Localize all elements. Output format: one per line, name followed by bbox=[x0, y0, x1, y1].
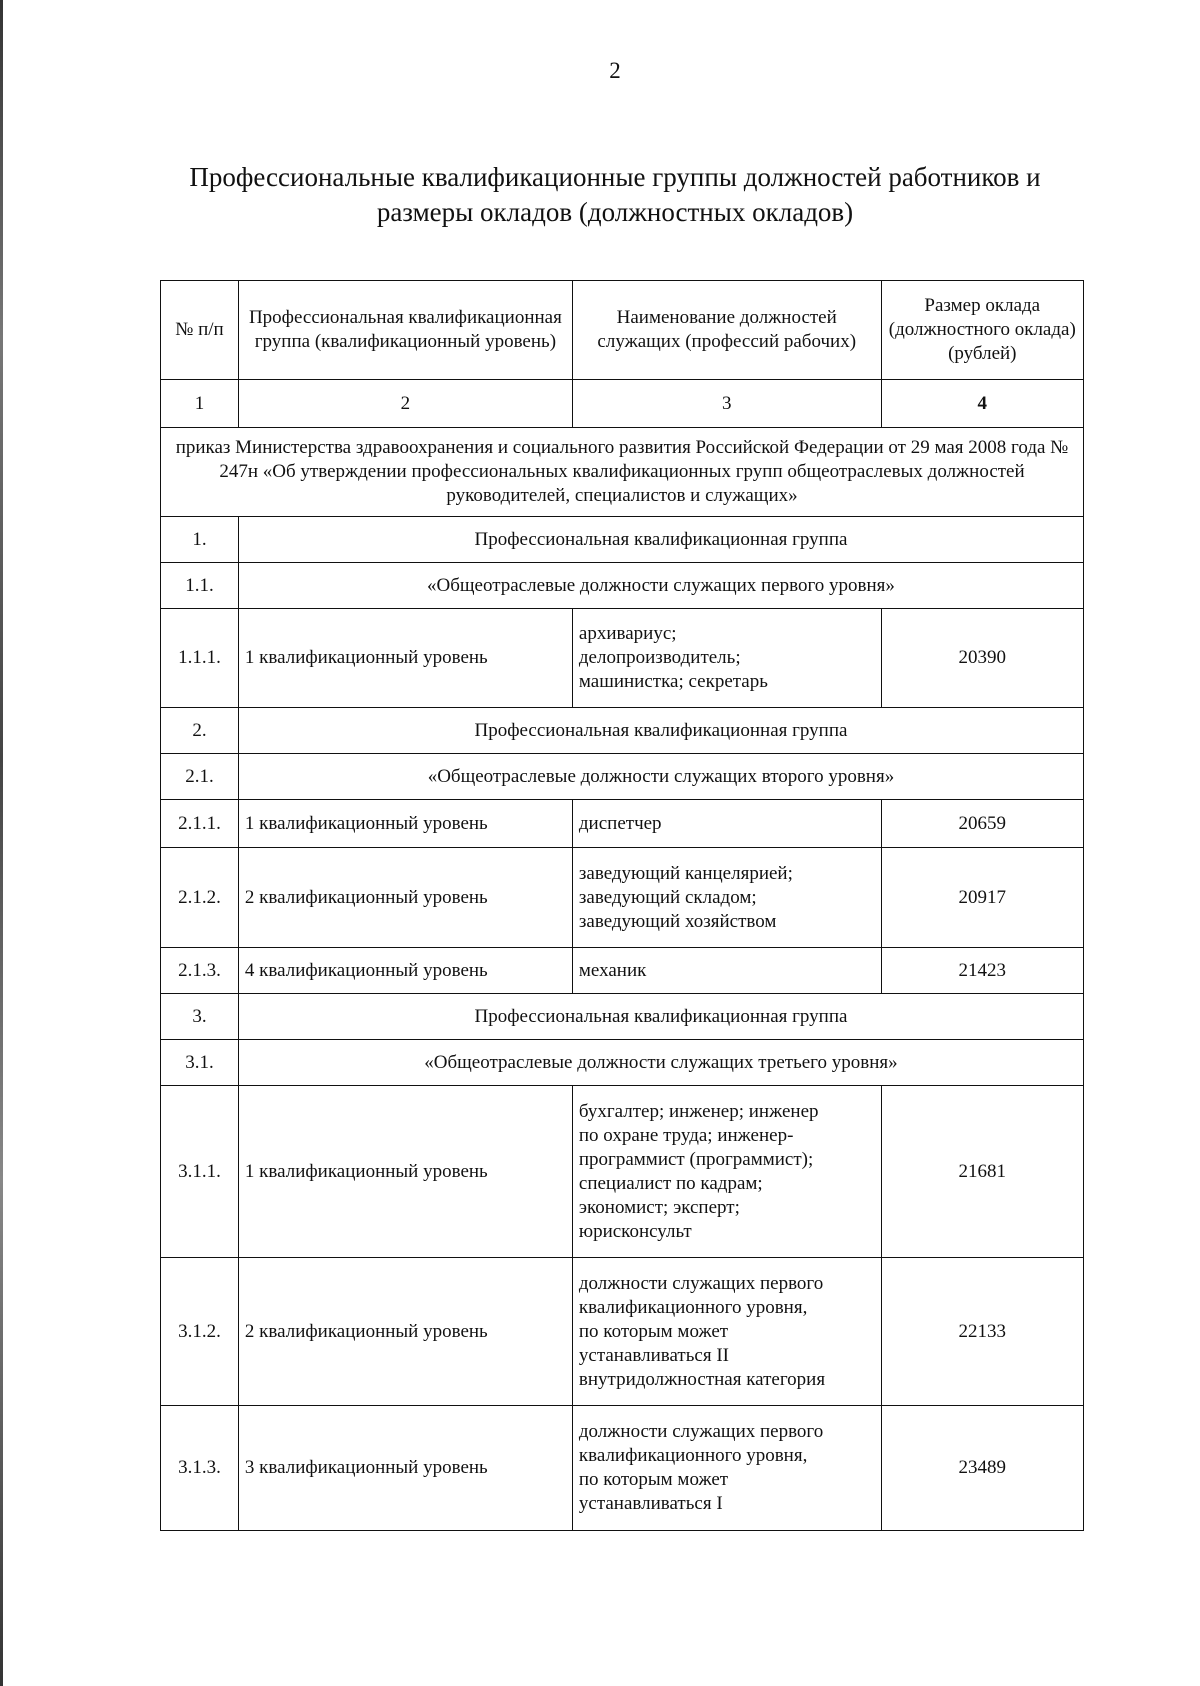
group-num: 2. bbox=[161, 708, 239, 754]
header-positions: Наименование должностей служащих (профессий рабочих) bbox=[572, 281, 881, 380]
subgroup-num: 1.1. bbox=[161, 563, 239, 609]
group-num: 3. bbox=[161, 994, 239, 1040]
row-salary: 23489 bbox=[881, 1406, 1083, 1531]
subgroup-title: «Общеотраслевые должности служащих первого уровня» bbox=[238, 563, 1083, 609]
row-positions: заведующий канцелярией; заведующий складом; заведующий хозяйством bbox=[578, 862, 793, 932]
column-number: 1 bbox=[161, 380, 239, 428]
row-positions: архивариус; делопроизводитель; машинистка; секретарь bbox=[578, 623, 768, 692]
row-positions: диспетчер bbox=[578, 812, 662, 834]
column-number: 2 bbox=[238, 380, 572, 428]
group-row bbox=[161, 708, 1084, 754]
subgroup-row bbox=[161, 563, 1084, 609]
row-level: 4 квалификационный уровень bbox=[238, 948, 572, 994]
order-text: приказ Министерства здравоохранения и социального развития Российской Федерации от 29 мая 2008 года № 247н «Об утверждении профессиональных квалификационных групп общеотраслевых должностей руководителей, специалистов и служащих» bbox=[161, 428, 1084, 517]
row-level: 3 квалификационный уровень bbox=[238, 1406, 572, 1531]
table-row bbox=[161, 1406, 1084, 1531]
group-row bbox=[161, 994, 1084, 1040]
row-positions: бухгалтер; инженер; инженер по охране труда; инженер- программист (программист); специалист по кадрам; экономист; эксперт; юрисконсульт bbox=[578, 1100, 819, 1242]
row-num: 3.1.1. bbox=[161, 1086, 239, 1258]
group-title: Профессиональная квалификационная группа bbox=[238, 994, 1083, 1040]
subgroup-title: «Общеотраслевые должности служащих второго уровня» bbox=[238, 754, 1083, 800]
row-positions: механик bbox=[578, 959, 647, 981]
subgroup-num: 2.1. bbox=[161, 754, 239, 800]
header-num: № п/п bbox=[161, 281, 239, 380]
row-level: 1 квалификационный уровень bbox=[238, 1086, 572, 1258]
row-num: 2.1.2. bbox=[161, 848, 239, 948]
row-num: 2.1.3. bbox=[161, 948, 239, 994]
column-number: 4 bbox=[881, 380, 1083, 428]
group-title: Профессиональная квалификационная группа bbox=[238, 708, 1083, 754]
table-row bbox=[161, 609, 1084, 708]
subgroup-num: 3.1. bbox=[161, 1040, 239, 1086]
row-positions: должности служащих первого квалификационного уровня, по которым может устанавливаться I bbox=[578, 1421, 824, 1514]
row-num: 1.1.1. bbox=[161, 609, 239, 708]
table-row bbox=[161, 948, 1084, 994]
row-salary: 20659 bbox=[881, 800, 1083, 848]
page-number: 2 bbox=[609, 58, 621, 83]
subgroup-row bbox=[161, 754, 1084, 800]
header-group: Профессиональная квалификационная группа (квалификационный уровень) bbox=[238, 281, 572, 380]
group-num: 1. bbox=[161, 517, 239, 563]
row-level: 1 квалификационный уровень bbox=[238, 800, 572, 848]
row-level: 2 квалификационный уровень bbox=[238, 848, 572, 948]
scan-edge bbox=[0, 0, 3, 1686]
row-num: 3.1.2. bbox=[161, 1258, 239, 1406]
salary-table bbox=[160, 280, 1084, 1531]
group-row bbox=[161, 517, 1084, 563]
row-level: 2 квалификационный уровень bbox=[238, 1258, 572, 1406]
row-salary: 20917 bbox=[881, 848, 1083, 948]
group-title: Профессиональная квалификационная группа bbox=[238, 517, 1083, 563]
column-number: 3 bbox=[572, 380, 881, 428]
document-title: Профессиональные квалификационные группы должностей работников и размеры окладов (должностных окладов) bbox=[189, 162, 1041, 227]
row-salary: 22133 bbox=[881, 1258, 1083, 1406]
row-salary: 21423 bbox=[881, 948, 1083, 994]
order-row bbox=[161, 428, 1084, 517]
subgroup-row bbox=[161, 1040, 1084, 1086]
table-row bbox=[161, 1086, 1084, 1258]
row-num: 3.1.3. bbox=[161, 1406, 239, 1531]
header-salary: Размер оклада (должностного оклада) (рублей) bbox=[881, 281, 1083, 380]
table-header-row bbox=[161, 281, 1084, 380]
column-number-row bbox=[161, 380, 1084, 428]
row-salary: 20390 bbox=[881, 609, 1083, 708]
table-row bbox=[161, 848, 1084, 948]
row-salary: 21681 bbox=[881, 1086, 1083, 1258]
row-level: 1 квалификационный уровень bbox=[238, 609, 572, 708]
row-num: 2.1.1. bbox=[161, 800, 239, 848]
row-positions: должности служащих первого квалификационного уровня, по которым может устанавливаться II внутридолжностная категория bbox=[578, 1272, 826, 1390]
subgroup-title: «Общеотраслевые должности служащих третьего уровня» bbox=[238, 1040, 1083, 1086]
table-row bbox=[161, 800, 1084, 848]
table-row bbox=[161, 1258, 1084, 1406]
